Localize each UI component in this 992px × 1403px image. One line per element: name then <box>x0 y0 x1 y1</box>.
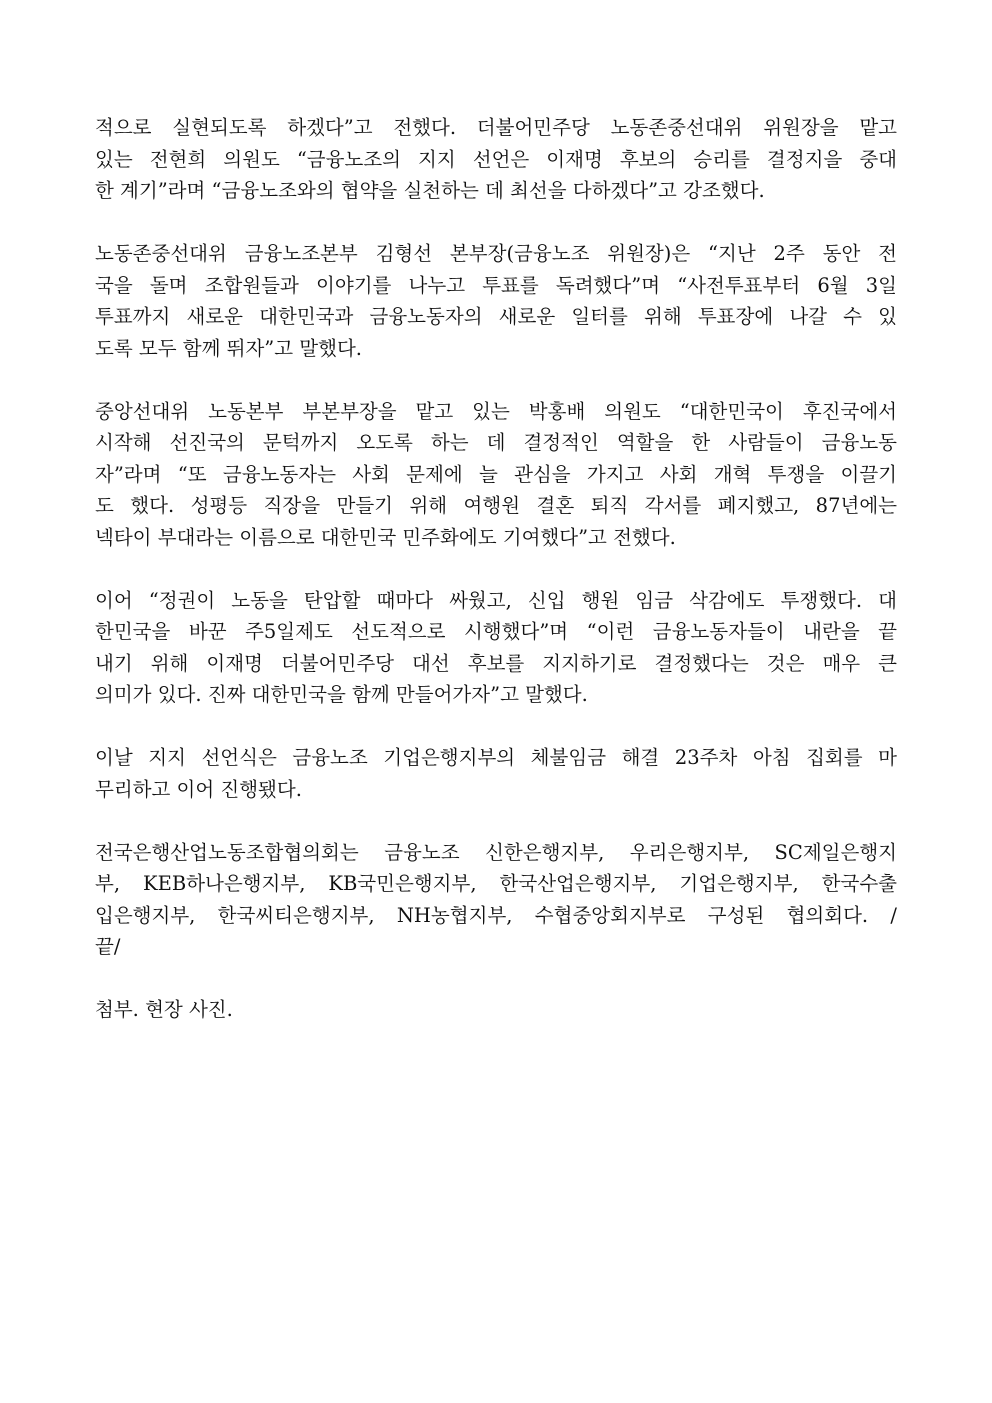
text-line: 한민국을 바꾼 주5일제도 선도적으로 시행했다”며 “이런 금융노동자들이 내란을 끝 <box>95 620 897 643</box>
text-line: 무리하고 이어 진행됐다. <box>95 777 302 801</box>
text-line: 도록 모두 함께 뛰자”고 말했다. <box>95 336 363 360</box>
text-line: 도 했다. 성평등 직장을 만들기 위해 여행원 결혼 퇴직 각서를 폐지했고, 87년에는 <box>95 494 897 517</box>
paragraph-event-note <box>95 742 897 805</box>
text-line: 한 계기”라며 “금융노조와의 협약을 실천하는 데 최선을 다하겠다”고 강조했다. <box>95 179 765 202</box>
document-body <box>95 112 897 1057</box>
text-line: 입은행지부, 한국씨티은행지부, NH농협지부, 수협중앙회지부로 구성된 협의회다. / <box>95 903 897 927</box>
text-line: 전국은행산업노동조합협의회는 금융노조 신한은행지부, 우리은행지부, SC제일은행지 <box>95 840 897 864</box>
text-line: 시작해 선진국의 문턱까지 오도록 하는 데 결정적인 역할을 한 사람들이 금융노동 <box>95 431 897 454</box>
text-line: 투표까지 새로운 대한민국과 금융노동자의 새로운 일터를 위해 투표장에 나갈 수 있 <box>95 305 897 328</box>
paragraph-speech-jeon <box>95 112 897 207</box>
text-line: 있는 전현희 의원도 “금융노조의 지지 선언은 이재명 후보의 승리를 결정지을 중대 <box>95 147 897 171</box>
paragraph-speech-park <box>95 396 897 554</box>
paragraph-speech-kim <box>95 238 897 364</box>
paragraph-speech-continued <box>95 585 897 711</box>
text-line: 이날 지지 선언식은 금융노조 기업은행지부의 체불임금 해결 23주차 아침 집회를 마 <box>95 746 897 769</box>
text-line: 자”라며 “또 금융노동자는 사회 문제에 늘 관심을 가지고 사회 개혁 투쟁을 이끌기 <box>95 462 897 486</box>
text-line: 부, KEB하나은행지부, KB국민은행지부, 한국산업은행지부, 기업은행지부, 한국수출 <box>95 872 897 895</box>
text-line: 국을 돌며 조합원들과 이야기를 나누고 투표를 독려했다”며 “사전투표부터 6월 3일 <box>95 273 897 297</box>
text-line: 첨부. 현장 사진. <box>95 998 233 1021</box>
text-line: 이어 “정권이 노동을 탄압할 때마다 싸웠고, 신입 행원 임금 삭감에도 투쟁했다. 대 <box>95 588 897 612</box>
text-line: 중앙선대위 노동본부 부본부장을 맡고 있는 박홍배 의원도 “대한민국이 후진국에서 <box>95 399 897 423</box>
text-line: 넥타이 부대라는 이름으로 대한민국 민주화에도 기여했다”고 전했다. <box>95 525 676 549</box>
text-line: 끝/ <box>95 935 121 958</box>
text-line: 내기 위해 이재명 더불어민주당 대선 후보를 지지하기로 결정했다는 것은 매우 큰 <box>95 651 897 675</box>
text-line: 의미가 있다. 진짜 대한민국을 함께 만들어가자”고 말했다. <box>95 683 588 706</box>
text-line: 노동존중선대위 금융노조본부 김형선 본부장(금융노조 위원장)은 “지난 2주 동안 전 <box>95 242 897 265</box>
paragraph-council-description <box>95 837 897 963</box>
text-line: 적으로 실현되도록 하겠다”고 전했다. 더불어민주당 노동존중선대위 위원장을 맡고 <box>95 116 897 139</box>
paragraph-attachment-note <box>95 994 897 1026</box>
